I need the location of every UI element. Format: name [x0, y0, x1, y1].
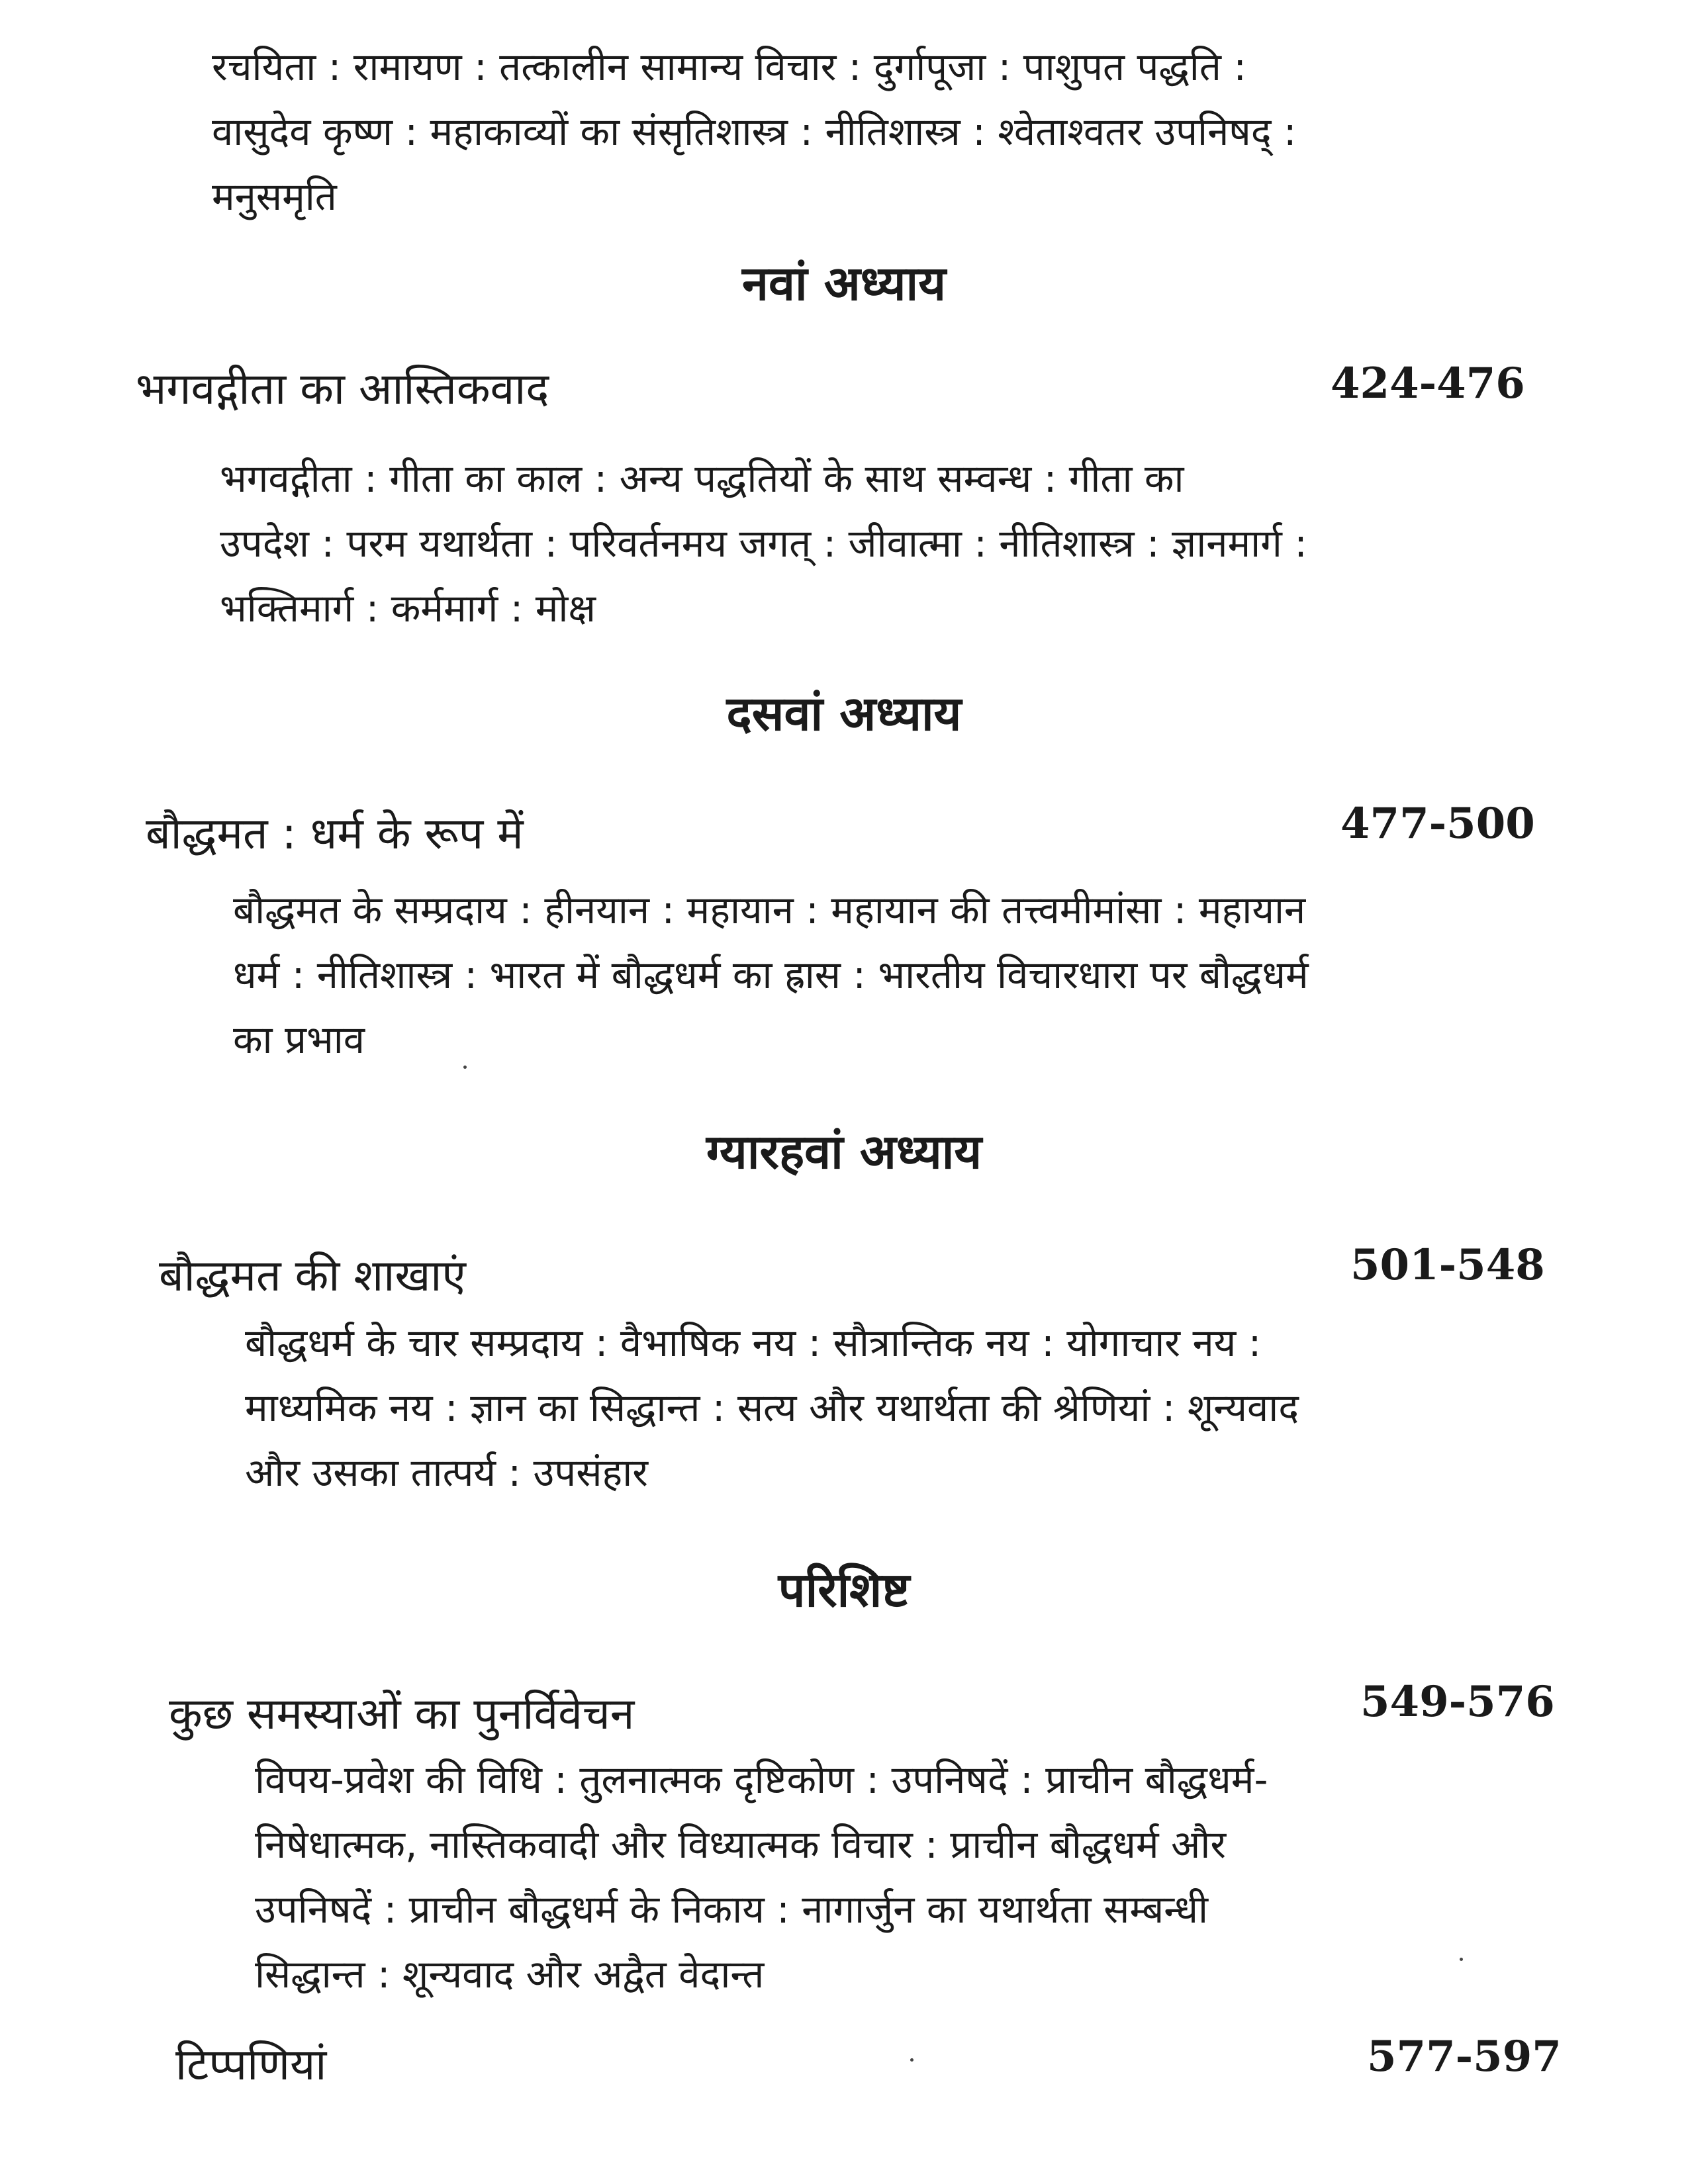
chapter-page-range: 424-476	[1331, 359, 1525, 408]
chapter-topic-line: और उसका तात्पर्य : उपसंहार	[245, 1450, 648, 1495]
appendix-topic-line: निषेधात्मक, नास्तिकवादी और विध्यात्मक विचार : प्राचीन बौद्धधर्म और	[255, 1822, 1227, 1867]
intro-line: रचयिता : रामायण : तत्कालीन सामान्य विचार : दुर्गापूजा : पाशुपत पद्धति :	[212, 44, 1246, 89]
intro-line: मनुसमृति	[212, 174, 337, 219]
chapter-topic-line: बौद्धमत के सम्प्रदाय : हीनयान : महायान : महायान की तत्त्वमीमांसा : महायान	[233, 887, 1306, 933]
appendix-heading: परिशिष्ट	[778, 1562, 910, 1617]
chapter-topic-line: धर्म : नीतिशास्त्र : भारत में बौद्धधर्म का ह्रास : भारतीय विचारधारा पर बौद्धधर्म	[233, 952, 1309, 997]
chapter-title: भगवद्गीता का आस्तिकवाद	[136, 363, 549, 414]
chapter-heading: ग्यारहवां अध्याय	[706, 1124, 982, 1179]
appendix-topic-line: उपनिषदें : प्राचीन बौद्धधर्म के निकाय : नागार्जुन का यथार्थता सम्बन्धी	[255, 1887, 1209, 1932]
chapter-topic-line: उपदेश : परम यथार्थता : परिवर्तनमय जगत् : जीवात्मा : नीतिशास्त्र : ज्ञानमार्ग :	[220, 521, 1307, 566]
chapter-title: बौद्धमत : धर्म के रूप में	[146, 808, 524, 859]
chapter-topic-line: भक्तिमार्ग : कर्ममार्ग : मोक्ष	[220, 586, 596, 631]
intro-line: वासुदेव कृष्ण : महाकाव्यों का संसृतिशास्त्र : नीतिशास्त्र : श्वेताश्वतर उपनिषद् :	[212, 109, 1297, 154]
appendix-topic-line: विपय-प्रवेश की विधि : तुलनात्मक दृष्टिकोण : उपनिषदें : प्राचीन बौद्धधर्म-	[255, 1757, 1268, 1802]
scan-speck	[463, 1066, 467, 1069]
scan-speck	[1460, 1958, 1463, 1961]
chapter-heading: नवां अध्याय	[742, 255, 946, 311]
chapter-heading: दसवां अध्याय	[726, 686, 962, 741]
chapter-topic-line: माध्यमिक नय : ज्ञान का सिद्धान्त : सत्य और यथार्थता की श्रेणियां : शून्यवाद	[245, 1385, 1299, 1430]
chapter-page-range: 501-548	[1350, 1240, 1545, 1290]
chapter-topic-line: बौद्धधर्म के चार सम्प्रदाय : वैभाषिक नय : सौत्रान्तिक नय : योगाचार नय :	[245, 1320, 1262, 1365]
notes-page-range: 577-597	[1367, 2032, 1562, 2081]
chapter-topic-line: भगवद्गीता : गीता का काल : अन्य पद्धतियों के साथ सम्वन्ध : गीता का	[220, 456, 1184, 501]
appendix-topic-line: सिद्धान्त : शून्यवाद और अद्वैत वेदान्त	[255, 1952, 765, 1997]
scan-speck	[910, 2058, 914, 2062]
chapter-topic-line: का प्रभाव	[233, 1017, 365, 1062]
appendix-title: कुछ समस्याओं का पुनर्विवेचन	[169, 1688, 635, 1739]
notes-title: टिप्पणियां	[175, 2039, 327, 2090]
chapter-page-range: 477-500	[1340, 799, 1535, 848]
appendix-page-range: 549-576	[1360, 1677, 1555, 1727]
chapter-title: बौद्धमत की शाखाएं	[159, 1250, 466, 1301]
